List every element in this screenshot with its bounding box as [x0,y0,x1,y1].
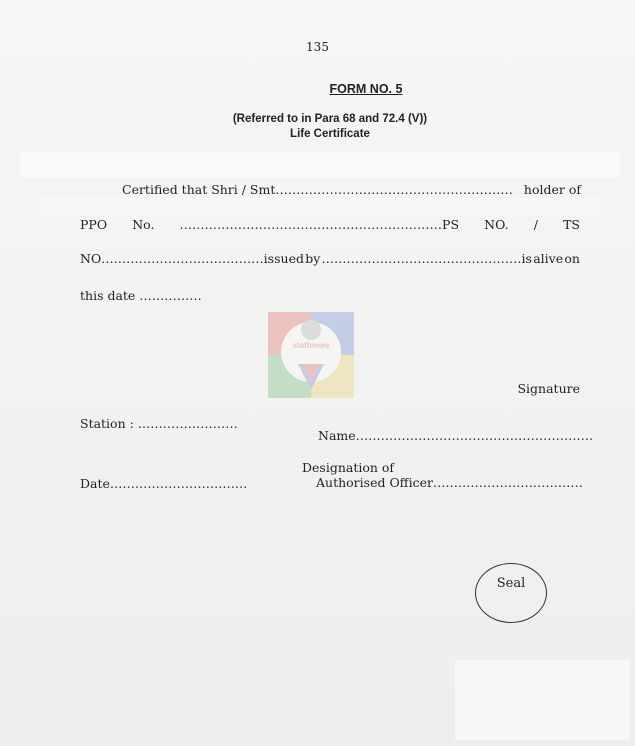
scan-patch [20,152,620,178]
name-field: Name………………………………………………… [318,428,594,443]
watermark-globe-icon [301,320,321,340]
authorised-officer-field: Authorised Officer……………………………… [316,475,583,490]
station-field: Station : …………………… [80,416,238,431]
by-label: by [305,251,321,266]
date-line: this date …………… [80,288,202,303]
on-label: on [564,251,580,266]
issued-by-field: …………………………………………is [321,251,532,266]
page-number: 135 [306,40,329,54]
staffnews-watermark-logo [268,312,354,398]
issued-number-field: NO…………………………………issued [80,251,304,266]
scan-patch [40,198,600,216]
certification-line-end: holder of [523,182,581,197]
watermark-icon [268,312,354,398]
form-subtitle: Life Certificate [290,128,370,140]
ts-label: TS [563,217,580,232]
form-reference: (Referred to in Para 68 and 72.4 (V)) [232,113,428,125]
designation-label: Designation of [302,460,395,475]
seal-circle [475,563,547,623]
scan-patch [455,660,630,740]
slash-separator: / [533,217,538,232]
ppo-line [80,217,580,232]
issued-line [80,251,580,266]
date-field: Date…………………………… [80,476,248,491]
ppo-number-field: ………………………………………………………PS [179,217,460,232]
ppo-no-label: No. [132,217,155,232]
alive-label: alive [533,251,564,266]
seal-label: Seal [496,576,526,591]
watermark-brand-text: staffnews [292,341,330,350]
signature-label: Signature [517,381,580,396]
certification-line-start: Certified that Shri / Smt………………………………………………… [122,182,513,197]
ps-no-label: NO. [484,217,509,232]
form-title: FORM NO. 5 [329,82,403,96]
ppo-label: PPO [80,217,108,232]
